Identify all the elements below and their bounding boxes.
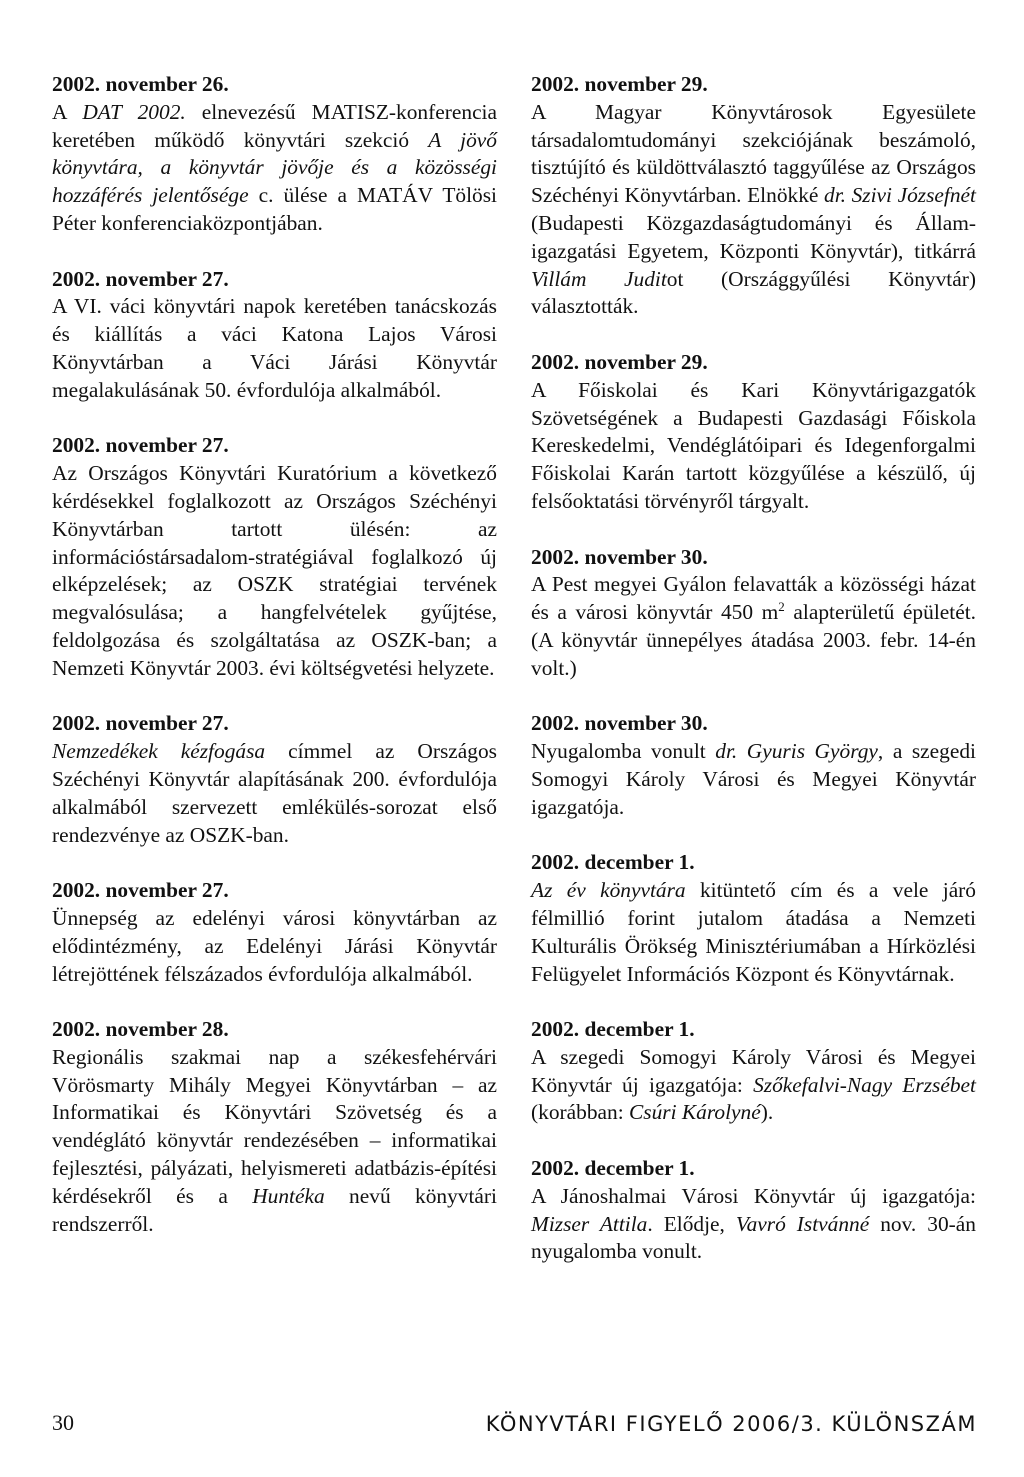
text-segment: nov. 30-án nyugalomba vonult. xyxy=(531,1211,976,1264)
entry-date: 2002. november 27. xyxy=(52,266,229,291)
entry-text xyxy=(531,1044,976,1127)
italic-text: A jövő könyvtára, a könyvtár jövője és a közösségi hozzáférés jelentősége xyxy=(52,127,497,208)
chronology-entry xyxy=(531,710,976,821)
entry-date: 2002. november 29. xyxy=(531,349,708,374)
chronology-entry xyxy=(531,849,976,988)
text-segment: Nyugalomba vonult xyxy=(531,739,716,764)
text-segment: kitüntető cím és a vele járó félmillió forint jutalom átadása a Nemzeti Kulturális Örökség Minisztériumában a Hírközlési Felügyelet Információs Központ és Könyvtárnak. xyxy=(531,878,977,986)
chronology-entry xyxy=(531,349,976,516)
superscript: 2 xyxy=(778,599,785,615)
entry-text xyxy=(531,738,976,821)
chronology-entry xyxy=(52,1016,497,1238)
text-segment: A Főiskolai és Kari Könyvtárigazgatók Szövetségének a Budapesti Gazdasági Főiskola Kereskedelmi, Vendéglátóipari és Idegenforgalmi Főiskolai Karán tartott közgyűlése a készülő, új felsőoktatási törvényről tárgyalt. xyxy=(531,377,976,513)
text-segment: Az Országos Könyvtári Kuratórium a következő kérdésekkel foglalkozott az Országos Széchényi Könyvtárban tartott ülésén: az információstársadalom-stratégiával foglalkozó új elképzelések; az OSZK stratégiai tervének megvalósulása; a hangfelvételek gyűjtése, feldolgozása és szolgáltatása az OSZK-ban; a Nemzeti Könyvtár 2003. évi költségvetési helyzete. xyxy=(52,461,497,680)
text-segment: A xyxy=(52,99,83,124)
text-segment: A Pest megyei Gyálon felavatták a közösségi házat és a városi könyvtár 450 m xyxy=(531,572,976,625)
entry-date: 2002. december 1. xyxy=(531,1017,695,1042)
chronology-entry xyxy=(52,877,497,988)
entry-text xyxy=(52,1044,497,1239)
text-segment: Regionális szakmai nap a székesfehérvári Vörösmarty Mihály Megyei Könyvtárban – az Informatikai és Könyvtári Szövetség és a vendéglátó könyvtár rendezésében – informatikai fejlesztési, pályázati, helyismereti adatbázis-építési kérdésekről és a xyxy=(52,1044,497,1208)
chronology-entry xyxy=(52,432,497,682)
text-segment: c. ülése a MATÁV Tölösi Péter konferenciaközpontjában. xyxy=(52,183,497,235)
chronology-entry xyxy=(531,1155,976,1266)
italic-text: Csúri Károlyné xyxy=(629,1100,761,1125)
entry-date: 2002. november 30. xyxy=(531,711,708,736)
italic-text: DAT 2002. xyxy=(82,99,186,124)
entry-date: 2002. november 26. xyxy=(52,72,229,96)
chronology-entry xyxy=(52,71,497,238)
page-footer xyxy=(52,1410,977,1450)
entry-text xyxy=(531,571,976,682)
entry-text xyxy=(52,293,497,404)
text-segment: A szegedi Somogyi Károly Városi és Megyei Könyvtár új igazgatója: xyxy=(531,1044,976,1097)
text-segment: ot (Országgyűlési Könyvtár) választották. xyxy=(531,266,976,319)
italic-text: Huntéka xyxy=(252,1183,325,1208)
text-segment: elnevezésű MATISZ-konferencia keretében működő könyvtári szekció xyxy=(52,99,497,152)
entry-date: 2002. december 1. xyxy=(531,850,695,875)
text-segment: (Budapesti Közgazdaságtudományi és Állam-igazgatási Egyetem, Központi Könyvtár), titkárrá xyxy=(531,210,976,263)
entry-text xyxy=(52,460,497,682)
chronology-entry xyxy=(52,266,497,405)
entry-text xyxy=(531,377,976,516)
text-segment: , a szegedi Somogyi Károly Városi és Megyei Könyvtár igazgatója. xyxy=(531,739,976,819)
text-segment: címmel az Országos Széchényi Könyvtár alapításának 200. évfordulója alkalmából szervezett emlékülés-sorozat első rendezvénye az OSZK-ban. xyxy=(52,739,497,847)
entry-text xyxy=(531,877,976,988)
page-number: 30 xyxy=(52,1410,74,1435)
entry-text xyxy=(52,738,497,849)
italic-text: Vavró Istvánné xyxy=(735,1211,870,1236)
text-segment: ). xyxy=(760,1100,774,1125)
entry-date: 2002. november 27. xyxy=(52,711,229,736)
italic-text: Szőkefalvi-Nagy Erzsébet xyxy=(753,1072,976,1097)
entry-text xyxy=(52,905,497,988)
text-segment: A VI. váci könyvtári napok keretében tanácskozás és kiállítás a váci Katona Lajos Városi Könyvtárban a Váci Járási Könyvtár megalakulásának 50. évfordulója alkalmából. xyxy=(52,294,497,402)
left-column xyxy=(52,71,497,1266)
chronology-entry xyxy=(52,710,497,849)
entry-date: 2002. november 28. xyxy=(52,1017,229,1042)
text-segment: A Magyar Könyvtárosok Egyesülete társadalomtudományi szekciójának beszámoló, tisztújító és küldöttválasztó taggyűlése az Országos Széchényi Könyvtárban. Elnökké xyxy=(531,99,976,208)
entry-date: 2002. november 27. xyxy=(52,433,229,458)
chronology-entry xyxy=(531,71,976,321)
text-segment: (korábban: xyxy=(531,1100,630,1125)
text-segment: alapterületű épületét. (A könyvtár ünnepélyes átadása 2003. febr. 14-én volt.) xyxy=(531,600,976,680)
italic-text: Villám Judit xyxy=(531,266,667,291)
chronology-entry xyxy=(531,544,976,683)
entry-text xyxy=(531,1183,976,1266)
text-segment: nevű könyvtári rendszerről. xyxy=(52,1183,497,1236)
text-segment: A Jánoshalmai Városi Könyvtár új igazgatója: xyxy=(531,1183,976,1208)
italic-text: Az év könyvtára xyxy=(531,878,686,903)
italic-text: dr. Gyuris György xyxy=(715,739,878,764)
entry-text xyxy=(531,99,976,321)
entry-date: 2002. december 1. xyxy=(531,1156,695,1181)
entry-text xyxy=(52,99,497,238)
right-column xyxy=(531,71,976,1294)
italic-text: Nemzedékek kézfogása xyxy=(52,739,266,764)
text-segment: . Elődje, xyxy=(647,1211,736,1236)
journal-title: KÖNYVTÁRI FIGYELŐ 2006/3. KÜLÖNSZÁM xyxy=(485,1412,977,1436)
entry-date: 2002. november 27. xyxy=(52,878,229,903)
entry-date: 2002. november 29. xyxy=(531,72,708,96)
italic-text: Mizser Attila xyxy=(531,1211,648,1236)
chronology-entry xyxy=(531,1016,976,1127)
text-segment: Ünnepség az edelényi városi könyvtárban az elődintézmény, az Edelényi Járási Könyvtár létrejöttének félszázados évfordulója alkalmából. xyxy=(52,905,497,986)
entry-date: 2002. november 30. xyxy=(531,544,708,569)
italic-text: dr. Szivi Józsefnét xyxy=(824,183,976,208)
